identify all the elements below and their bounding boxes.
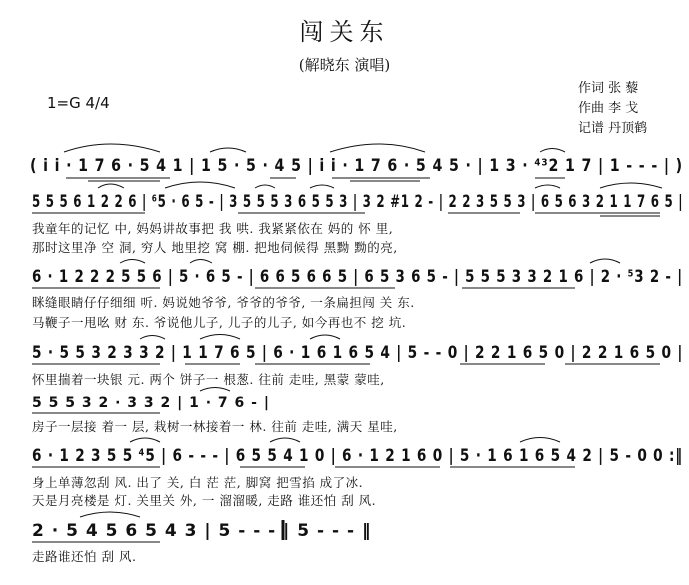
notation-row-1: ( i i · 1 7 6 · 5 4 1 | 1 5 · 5 · 4 5 | i i · 1 7 6 · 5 4 5 · | 1 3 · ⁴³2 1 7 | 1 - - - | ) xyxy=(30,156,683,176)
lyric-row-4a: 怀里揣着一块银 元. 两个 饼子一 根葱. 往前 走哇, 黑蒙 蒙哇, xyxy=(32,372,385,387)
lyric-row-4b: 房子一层接 着一 层, 栽树一林接着一 林. 往前 走哇, 满天 星哇, xyxy=(32,419,398,434)
lyric-row-6: 走路谁还怕 刮 风. xyxy=(32,549,137,564)
credit-transcriber: 记谱 丹顶鹤 xyxy=(578,121,648,136)
song-subtitle: (解晓东 演唱) xyxy=(298,56,391,74)
lyric-row-2b: 那时这里净 空 洞, 穷人 地里挖 窝 棚. 把地伺候得 黑黝 黝的亮, xyxy=(32,240,398,255)
notation-row-4: 5 · 5 5 3 2 3 3 2 | 1 1 7 6 5 | 6 · 1 6 1 6 5 4 | 5 - - 0 | 2 2 1 6 5 0 | 2 2 1 6 5 0 | xyxy=(32,343,684,363)
notation-row-3: 6 · 1 2 2 2 5 5 6 | 5 · 6 5 - | 6 6 5 6 6 5 | 6 5 3 6 5 - | 5 5 5 3 3 2 1 6 | 2 · ⁵3 2 - | xyxy=(32,267,683,287)
lyric-row-2a: 我童年的记忆 中, 妈妈讲故事把 我 哄. 我紧紧依在 妈的 怀 里, xyxy=(32,221,394,236)
lyric-row-5b: 天是月亮楼是 灯. 关里关 外, 一 溜溜暖, 走路 谁还怕 刮 风. xyxy=(32,493,377,508)
credit-composer: 作曲 李 戈 xyxy=(578,101,639,116)
song-title: 闯关东 xyxy=(299,18,390,46)
slur-mark xyxy=(210,148,246,152)
lyric-row-5a: 身上单薄忽刮 风. 出了 关, 白 茫 茫, 脚窝 把雪掐 成了冰. xyxy=(32,475,364,490)
lyric-row-3b: 马鞭子一甩吆 财 东. 爷说他儿子, 儿子的儿子, 如今再也不 挖 坑. xyxy=(32,315,407,330)
notation-row-5: 6 · 1 2 3 5 5 ⁴5 | 6 - - - | 6 5 5 4 1 0 | 6 · 1 2 1 6 0 | 5 · 1 6 1 6 5 4 2 | 5 - 0 0 :‖ xyxy=(32,446,683,466)
notation-row-6: 2 · 5 4 5 6 5 4 3 | 5 - - - | 5 - - - ‖ xyxy=(32,521,372,541)
notation-row-2: 5 5 5 6 1 2 2 6 | ⁶5 · 6 5 - | 3 5 5 5 3 6 5 5 3 | 3 2 #1 2 - | 2 2 3 5 5 3 | 6 5 6 3 2 1 1 7 6 5 | xyxy=(32,192,684,212)
credit-lyricist: 作词 张 藜 xyxy=(578,81,639,96)
key-signature: 1=G 4/4 xyxy=(47,94,110,112)
notation-row-4-alt: 5 5 5 3 2 · 3 3 2 | 1 · 7 6 - | xyxy=(32,395,270,411)
lyric-row-3a: 眯缝眼睛仔仔细细 听. 妈说她爷爷, 爷爷的爷爷, 一条扁担闯 关 东. xyxy=(32,295,415,310)
slur-mark xyxy=(540,149,565,153)
slur-mark xyxy=(330,144,425,152)
slur-mark xyxy=(64,144,160,152)
